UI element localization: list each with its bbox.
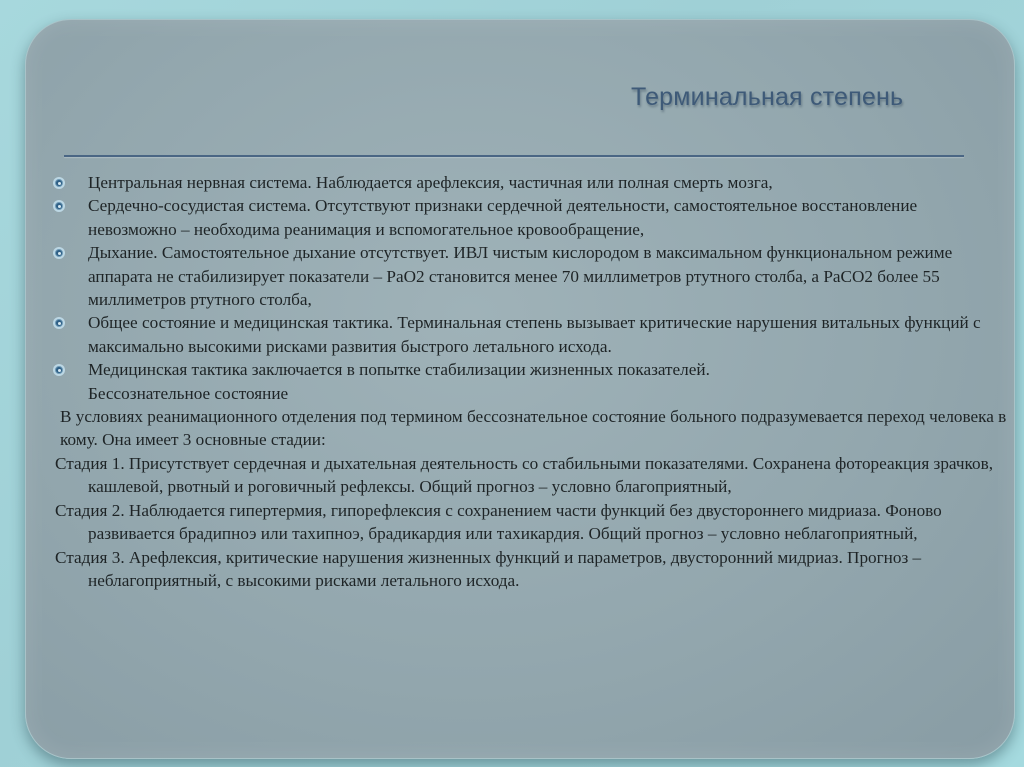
circle-bullet-icon bbox=[55, 319, 63, 327]
stage-3: Стадия 3. Арефлексия, критические нарушения жизненных функций и параметров, двусторонний мидриаз. Прогноз – неблагоприятный, с высокими рисками летального исхода. bbox=[55, 547, 922, 590]
subheading-unconscious-state: Бессознательное состояние bbox=[88, 383, 289, 403]
bullet-text: Общее состояние и медицинская тактика. Терминальная степень вызывает критические нарушения витальных функций с максимально высокими рисками развития быстрого летального исхода. bbox=[88, 313, 981, 356]
slide-title: Терминальная степень bbox=[631, 83, 904, 111]
circle-bullet-icon bbox=[55, 249, 63, 257]
bullet-text: Медицинская тактика заключается в попытке стабилизации жизненных показателей. bbox=[88, 360, 710, 380]
circle-bullet-icon bbox=[55, 202, 63, 210]
bullet-item-cardiovascular bbox=[55, 194, 1010, 241]
circle-bullet-icon bbox=[55, 366, 63, 374]
bullet-text: Дыхание. Самостоятельное дыхание отсутствует. ИВЛ чистым кислородом в максимальном функциональном режиме аппарата не стабилизирует показатели – PaO2 становится менее 70 миллиметров ртутного столба, а PaCO2 более 55 миллиметров ртутного столба, bbox=[88, 243, 953, 310]
bullet-item-medical-tactics bbox=[55, 358, 1010, 381]
bullet-text: Сердечно-сосудистая система. Отсутствуют признаки сердечной деятельности, самостоятельное восстановление невозможно – необходима реанимация и вспомогательное кровообращение, bbox=[88, 196, 918, 239]
title-divider bbox=[64, 155, 964, 157]
intro-paragraph: В условиях реанимационного отделения под термином бессознательное состояние больного подразумевается переход человека в кому. Она имеет 3 основные стадии: bbox=[60, 407, 1007, 450]
bullet-item-cns bbox=[55, 171, 1010, 194]
circle-bullet-icon bbox=[55, 179, 63, 187]
slide-content bbox=[55, 171, 1010, 592]
stage-1: Стадия 1. Присутствует сердечная и дыхательная деятельность со стабильными показателями. Сохранена фотореакция зрачков, кашлевой, рвотный и роговичный рефлексы. Общий прогноз – условно благоприятный, bbox=[55, 453, 993, 497]
stage-2: Стадия 2. Наблюдается гипертермия, гипорефлексия с сохранением части функций без двустороннего мидриаза. Фоново развивается брадипноэ или тахипноэ, брадикардия или тахикардия. Общий прогноз – условно неблагоприятный, bbox=[55, 500, 942, 544]
bullet-text: Центральная нервная система. Наблюдается арефлексия, частичная или полная смерть мозга, bbox=[88, 173, 773, 192]
bullet-item-breathing bbox=[55, 241, 1010, 311]
bullet-item-general-state bbox=[55, 311, 1010, 358]
